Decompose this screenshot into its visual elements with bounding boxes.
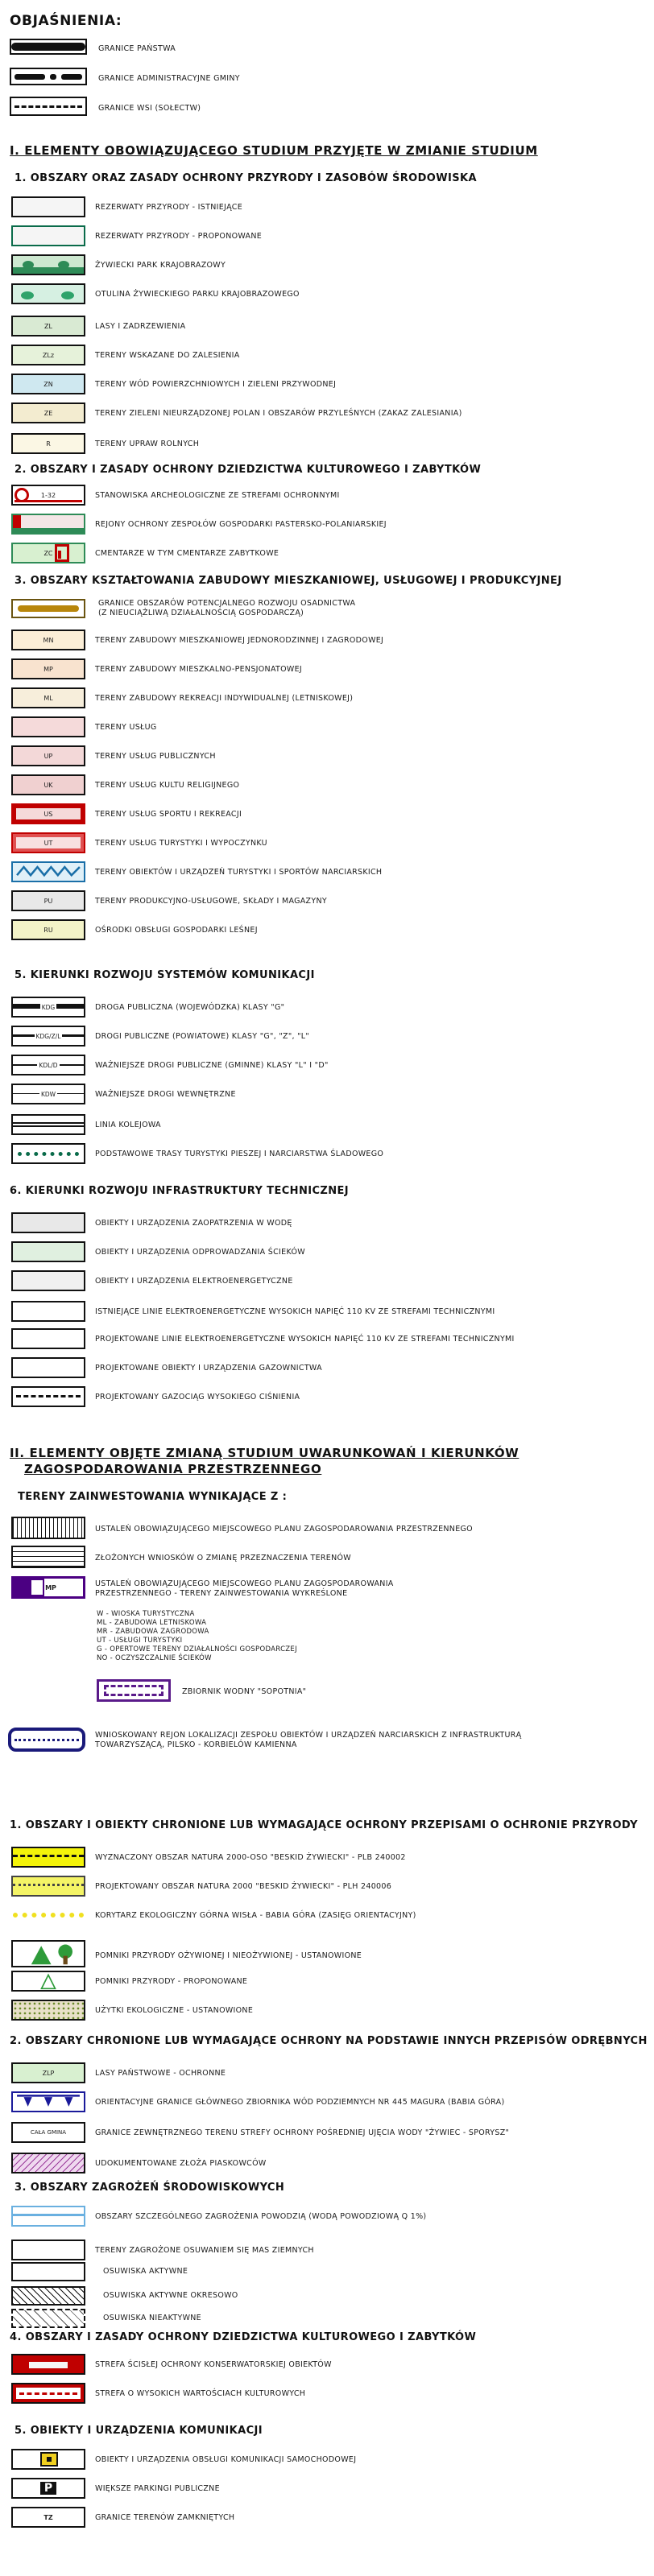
nature-label: REZERWATY PRZYRODY - PROPONOWANE: [95, 232, 263, 241]
settlement-label: TERENY OBIEKTÓW I URZĄDZEŃ TURYSTYKI I SPORTÓW NARCIARSKICH: [95, 868, 383, 877]
abbreviation-item: ML - ZABUDOWA LETNISKOWA: [97, 1619, 207, 1627]
transport-symbol: [11, 1114, 85, 1135]
heritage-label: REJONY OCHRONY ZESPOŁÓW GOSPODARKI PASTERSKO-POLANIARSKIEJ: [95, 520, 387, 529]
settlement-boundary-symbol: [11, 599, 85, 618]
symbol-code: ZE: [43, 409, 53, 417]
hazard-symbol: [11, 2286, 85, 2306]
symbol-code: ZL: [44, 322, 52, 330]
nature-protection-symbol: [11, 1876, 85, 1897]
transport-label: WAŻNIEJSZE DROGI WEWNĘTRZNE: [95, 1090, 236, 1099]
heritage-zone-label: STREFA O WYSOKICH WARTOŚCIACH KULTUROWYCH: [95, 2389, 306, 2398]
symbol-code: ML: [43, 694, 53, 702]
transport-symbol: [11, 1084, 85, 1104]
village-border-symbol: [10, 97, 87, 116]
transport-facility-label: GRANICE TERENÓW ZAMKNIĘTYCH: [95, 2513, 235, 2522]
settlement-label: TERENY USŁUG: [95, 723, 157, 732]
part1-title: I. ELEMENTY OBOWIĄZUJĄCEGO STUDIUM PRZYJĘTE W ZMIANIE STUDIUM: [10, 143, 538, 158]
abbreviation-item: G - OPERTOWE TERENY DZIAŁALNOŚCI GOSPODARCZEJ: [97, 1645, 297, 1653]
symbol-code: RU: [43, 926, 53, 934]
heritage-zone-symbol: [11, 2383, 85, 2404]
reservoir-symbol: [97, 1679, 171, 1702]
nature-label: LASY I ZADRZEWIENIA: [95, 322, 186, 331]
transport-label: DROGA PUBLICZNA (WOJEWÓDZKA) KLASY "G": [95, 1003, 285, 1012]
settlement-symbol: [11, 745, 85, 766]
mpzp-drawn-code: MP: [45, 1583, 56, 1591]
settlement-symbol: [11, 832, 85, 853]
infrastructure-symbol: [11, 1357, 85, 1378]
other-protection-symbol: [11, 2091, 85, 2112]
transport-label: DROGI PUBLICZNE (POWIATOWE) KLASY "G", "Z", "L": [95, 1032, 310, 1041]
legend-title: OBJAŚNIENIA:: [10, 13, 122, 29]
settlement-symbol: [11, 803, 85, 824]
heritage-symbol: [11, 514, 85, 535]
nature-protection-symbol: [11, 1940, 85, 1967]
nature-protection-label: WYZNACZONY OBSZAR NATURA 2000-OSO "BESKID ŻYWIECKI" - PLB 240002: [95, 1853, 406, 1862]
symbol-code: KDL/D: [39, 1061, 58, 1069]
symbol-code: TZ: [43, 2513, 53, 2521]
nature-protection-label: KORYTARZ EKOLOGICZNY GÓRNA WISŁA - BABIA GÓRA (ZASIĘG ORIENTACYJNY): [95, 1911, 416, 1920]
nature-protection-symbol: [11, 1971, 85, 1992]
settlement-symbol: [11, 630, 85, 650]
ski-region-symbol: [8, 1728, 85, 1752]
country-border-symbol: [10, 39, 87, 55]
settlement-label: TERENY USŁUG SPORTU I REKREACJI: [95, 810, 242, 819]
part2-item: USTALEŃ OBOWIĄZUJĄCEGO MIEJSCOWEGO PLANU ZAGOSPODAROWANIA PRZESTRZENNEGO: [95, 1525, 473, 1534]
infrastructure-label: OBIEKTY I URZĄDZENIA ZAOPATRZENIA W WODĘ: [95, 1219, 292, 1228]
heritage-zone-label: STREFA ŚCISŁEJ OCHRONY KONSERWATORSKIEJ OBIEKTÓW: [95, 2360, 332, 2369]
settlement-symbol: [11, 658, 85, 679]
infrastructure-symbol: [11, 1270, 85, 1291]
q1-title: 1. OBSZARY I OBIEKTY CHRONIONE LUB WYMAGAJĄCE OCHRONY PRZEPISAMI O OCHRONIE PRZYRODY: [10, 1819, 638, 1831]
nature-label: TERENY UPRAW ROLNYCH: [95, 440, 200, 448]
nature-symbol: [11, 402, 85, 423]
transport-symbol: [11, 1055, 85, 1075]
infrastructure-label: PROJEKTOWANE OBIEKTY I URZĄDZENIA GAZOWNICTWA: [95, 1364, 322, 1373]
symbol-code: UT: [43, 839, 53, 847]
settlement-label: TERENY ZABUDOWY MIESZKANIOWEJ JEDNORODZINNEJ I ZAGRODOWEJ: [95, 636, 384, 645]
symbol-code: KDW: [40, 1090, 56, 1098]
hazard-label: OSUWISKA AKTYWNE OKRESOWO: [103, 2291, 238, 2300]
symbol-code: MN: [43, 636, 54, 644]
transport-facility-symbol: [11, 2449, 85, 2470]
nature-label: REZERWATY PRZYRODY - ISTNIEJĄCE: [95, 203, 242, 212]
nature-protection-symbol: [11, 1847, 85, 1868]
transport-facility-label: WIĘKSZE PARKINGI PUBLICZNE: [95, 2484, 220, 2493]
nature-label: TERENY WÓD POWIERZCHNIOWYCH I ZIELENI PRZYWODNEJ: [95, 380, 337, 389]
symbol-code: ZC: [43, 549, 53, 557]
settlement-symbol: [11, 774, 85, 795]
heritage-symbol: [11, 543, 85, 564]
section5-title: 5. KIERUNKI ROZWOJU SYSTEMÓW KOMUNIKACJI: [14, 969, 315, 981]
symbol-code: PU: [43, 897, 53, 905]
nature-symbol: [11, 316, 85, 336]
nature-protection-label: UŻYTKI EKOLOGICZNE - USTANOWIONE: [95, 2006, 254, 2015]
commune-border-symbol: [10, 68, 87, 85]
settlement-label: TERENY USŁUG TURYSTYKI I WYPOCZYNKU: [95, 839, 267, 848]
settlement-symbol: [11, 890, 85, 911]
reservoir-label: ZBIORNIK WODNY "SOPOTNIA": [182, 1687, 307, 1696]
legend-item: GRANICE PAŃSTWA: [98, 44, 176, 53]
ski-region-label-1: WNIOSKOWANY REJON LOKALIZACJI ZESPOŁU OBIEKTÓW I URZĄDZEŃ NARCIARSKICH Z INFRASTRUKTURĄ: [95, 1731, 522, 1740]
nature-protection-symbol: [11, 2000, 85, 2021]
symbol-code: US: [43, 810, 53, 818]
heritage-label: STANOWISKA ARCHEOLOGICZNE ZE STREFAMI OCHRONNYMI: [95, 491, 340, 500]
legend-item: GRANICE WSI (SOŁECTW): [98, 104, 201, 113]
settlement-label: TERENY USŁUG KULTU RELIGIJNEGO: [95, 781, 240, 790]
part2-item: ZŁOŻONYCH WNIOSKÓW O ZMIANĘ PRZEZNACZENIA TERENÓW: [95, 1554, 351, 1563]
q3-title: 3. OBSZARY ZAGROŻEŃ ŚRODOWISKOWYCH: [14, 2182, 285, 2194]
transport-symbol: [11, 1026, 85, 1046]
infrastructure-symbol: [11, 1386, 85, 1407]
infrastructure-label: PROJEKTOWANE LINIE ELEKTROENERGETYCZNE WYSOKICH NAPIĘĆ 110 KV ZE STREFAMI TECHNICZNYMI: [95, 1335, 515, 1344]
symbol-code: ZLz: [42, 351, 55, 359]
settlement-label: TERENY PRODUKCYJNO-USŁUGOWE, SKŁADY I MAGAZYNY: [95, 897, 327, 906]
abbreviation-item: NO - OCZYSZCZALNIE ŚCIEKÓW: [97, 1654, 212, 1662]
legend-item: GRANICE ADMINISTRACYJNE GMINY: [98, 74, 240, 83]
other-protection-label: UDOKUMENTOWANE ZŁOŻA PIASKOWCÓW: [95, 2159, 267, 2168]
part2-title-2: ZAGOSPODAROWANIA PRZESTRZENNEGO: [24, 1462, 322, 1476]
symbol-code: P: [40, 2482, 56, 2495]
settlement-label: TERENY ZABUDOWY MIESZKALNO-PENSJONATOWEJ: [95, 665, 302, 674]
part2-subtitle: TERENY ZAINWESTOWANIA WYNIKAJĄCE Z :: [18, 1491, 288, 1503]
transport-label: PODSTAWOWE TRASY TURYSTYKI PIESZEJ I NARCIARSTWA ŚLADOWEGO: [95, 1150, 384, 1158]
abbreviation-item: UT - USŁUGI TURYSTYKI: [97, 1637, 183, 1645]
q4-title: 4. OBSZARY I ZASADY OCHRONY DZIEDZICTWA KULTUROWEGO I ZABYTKÓW: [10, 2331, 477, 2343]
settlement-symbol: [11, 687, 85, 708]
section3-title: 3. OBSZARY KSZTAŁTOWANIA ZABUDOWY MIESZKANIOWEJ, USŁUGOWEJ I PRODUKCYJNEJ: [14, 575, 562, 587]
other-protection-label: GRANICE ZEWNĘTRZNEGO TERENU STREFY OCHRONY POŚREDNIEJ UJĘCIA WODY "ŻYWIEC - SPORYSZ": [95, 2128, 510, 2137]
infrastructure-symbol: [11, 1301, 85, 1322]
q2-title: 2. OBSZARY CHRONIONE LUB WYMAGAJĄCE OCHRONY NA PODSTAWIE INNYCH PRZEPISÓW ODRĘBNYCH: [10, 2035, 648, 2047]
nature-symbol: [11, 196, 85, 217]
settlement-label: TERENY ZABUDOWY REKREACJI INDYWIDUALNEJ (LETNISKOWEJ): [95, 694, 354, 703]
transport-symbol: [11, 997, 85, 1018]
other-protection-symbol: [11, 2153, 85, 2174]
nature-symbol: [11, 374, 85, 394]
settlement-symbol: [11, 861, 85, 882]
part2-title-1: II. ELEMENTY OBJĘTE ZMIANĄ STUDIUM UWARUNKOWAŃ I KIERUNKÓW: [10, 1446, 519, 1460]
nature-label: OTULINA ŻYWIECKIEGO PARKU KRAJOBRAZOWEGO: [95, 290, 300, 299]
heritage-zone-symbol: [11, 2354, 85, 2375]
infrastructure-label: OBIEKTY I URZĄDZENIA ELEKTROENERGETYCZNE: [95, 1277, 293, 1286]
nature-label: TERENY WSKAZANE DO ZALESIENIA: [95, 351, 240, 360]
mpzp-drawn-symbol: [11, 1576, 85, 1599]
nature-protection-label: POMNIKI PRZYRODY OŻYWIONEJ I NIEOŻYWIONEJ - USTANOWIONE: [95, 1951, 362, 1960]
symbol-code: UK: [43, 781, 53, 789]
infrastructure-label: OBIEKTY I URZĄDZENIA ODPROWADZANIA ŚCIEKÓW: [95, 1248, 305, 1257]
hazard-label: OBSZARY SZCZEGÓLNEGO ZAGROŻENIA POWODZIĄ (WODĄ POWODZIOWĄ Q 1%): [95, 2212, 427, 2221]
hazard-label: OSUWISKA AKTYWNE: [103, 2267, 188, 2276]
abbreviation-item: W - WIOSKA TURYSTYCZNA: [97, 1610, 195, 1618]
heritage-label: CMENTARZE W TYM CMENTARZE ZABYTKOWE: [95, 549, 279, 558]
hazard-symbol: [11, 2262, 85, 2281]
symbol-code: ZLP: [42, 2069, 55, 2077]
mpzp-drawn-label-1: USTALEŃ OBOWIĄZUJĄCEGO MIEJSCOWEGO PLANU ZAGOSPODAROWANIA: [95, 1579, 394, 1588]
section2-title: 2. OBSZARY I ZASADY OCHRONY DZIEDZICTWA KULTUROWEGO I ZABYTKÓW: [14, 464, 482, 476]
q5-title: 5. OBIEKTY I URZĄDZENIA KOMUNIKACJI: [14, 2425, 263, 2437]
symbol-code: KDG/Z/L: [35, 1032, 61, 1040]
settlement-symbol: [11, 919, 85, 940]
infrastructure-label: ISTNIEJĄCE LINIE ELEKTROENERGETYCZNE WYSOKICH NAPIĘĆ 110 KV ZE STREFAMI TECHNICZNYMI: [95, 1307, 495, 1316]
ski-region-label-2: TOWARZYSZĄCĄ, PILSKO - KORBIELÓW KAMIENNA: [95, 1740, 297, 1749]
infrastructure-label: PROJEKTOWANY GAZOCIĄG WYSOKIEGO CIŚNIENIA: [95, 1393, 300, 1402]
transport-symbol: [11, 1143, 85, 1164]
other-protection-symbol: [11, 2062, 85, 2083]
settlement-boundary-label-1: GRANICE OBSZARÓW POTENCJALNEGO ROZWOJU OSADNICTWA: [98, 599, 356, 608]
hazard-label: OSUWISKA NIEAKTYWNE: [103, 2314, 201, 2322]
symbol-code: MP: [43, 665, 53, 673]
transport-facility-symbol: [11, 2478, 85, 2499]
nature-symbol: [11, 254, 85, 275]
abbreviation-item: MR - ZABUDOWA ZAGRODOWA: [97, 1628, 209, 1636]
nature-protection-label: PROJEKTOWANY OBSZAR NATURA 2000 "BESKID ŻYWIECKI" - PLH 240006: [95, 1882, 392, 1891]
symbol-code: KDG: [41, 1003, 56, 1011]
nature-protection-symbol: [11, 1905, 85, 1926]
nature-symbol: [11, 345, 85, 365]
nature-label: ŻYWIECKI PARK KRAJOBRAZOWY: [95, 261, 226, 270]
settlement-boundary-label-2: (Z NIEUCIĄŻLIWĄ DZIAŁALNOŚCIĄ GOSPODARCZĄ): [98, 609, 304, 617]
hazard-symbol: [11, 2309, 85, 2328]
symbol-code: R: [46, 440, 51, 448]
symbol-code: 1-32: [40, 491, 56, 499]
section1-title: 1. OBSZARY ORAZ ZASADY OCHRONY PRZYRODY I ZASOBÓW ŚRODOWISKA: [14, 172, 477, 184]
settlement-symbol: [11, 716, 85, 737]
infrastructure-symbol: [11, 1212, 85, 1233]
hazard-symbol: [11, 2206, 85, 2227]
hazard-label: TERENY ZAGROŻONE OSUWANIEM SIĘ MAS ZIEMNYCH: [95, 2246, 314, 2255]
other-protection-symbol: [11, 2122, 85, 2143]
symbol-code: CAŁA GMINA: [30, 2129, 67, 2136]
nature-protection-label: POMNIKI PRZYRODY - PROPONOWANE: [95, 1977, 248, 1986]
infrastructure-symbol: [11, 1241, 85, 1262]
settlement-label: OŚRODKI OBSŁUGI GOSPODARKI LEŚNEJ: [95, 926, 258, 935]
other-protection-label: ORIENTACYJNE GRANICE GŁÓWNEGO ZBIORNIKA WÓD PODZIEMNYCH NR 445 MAGURA (BABIA GÓRA): [95, 2098, 505, 2107]
symbol-code: UP: [43, 752, 53, 760]
infrastructure-symbol: [11, 1328, 85, 1349]
hazard-symbol: [11, 2240, 85, 2260]
transport-label: WAŻNIEJSZE DROGI PUBLICZNE (GMINNE) KLASY "L" I "D": [95, 1061, 329, 1070]
nature-symbol: [11, 283, 85, 304]
transport-facility-label: OBIEKTY I URZĄDZENIA OBSŁUGI KOMUNIKACJI SAMOCHODOWEJ: [95, 2455, 357, 2464]
transport-facility-symbol: [11, 2507, 85, 2528]
nature-label: TERENY ZIELENI NIEURZĄDZONEJ POLAN I OBSZARÓW PRZYLEŚNYCH (ZAKAZ ZALESIANIA): [95, 409, 462, 418]
section6-title: 6. KIERUNKI ROZWOJU INFRASTRUKTURY TECHNICZNEJ: [10, 1185, 350, 1197]
nature-symbol: [11, 225, 85, 246]
symbol-code: ZN: [43, 380, 53, 388]
mpzp-drawn-label-2: PRZESTRZENNEGO - TERENY ZAINWESTOWANIA WYKREŚLONE: [95, 1589, 348, 1598]
applications-symbol: [11, 1546, 85, 1568]
mpzp-symbol: [11, 1517, 85, 1539]
nature-symbol: [11, 433, 85, 454]
other-protection-label: LASY PAŃSTWOWE - OCHRONNE: [95, 2069, 226, 2078]
heritage-symbol: [11, 485, 85, 506]
settlement-label: TERENY USŁUG PUBLICZNYCH: [95, 752, 216, 761]
transport-label: LINIA KOLEJOWA: [95, 1121, 161, 1129]
